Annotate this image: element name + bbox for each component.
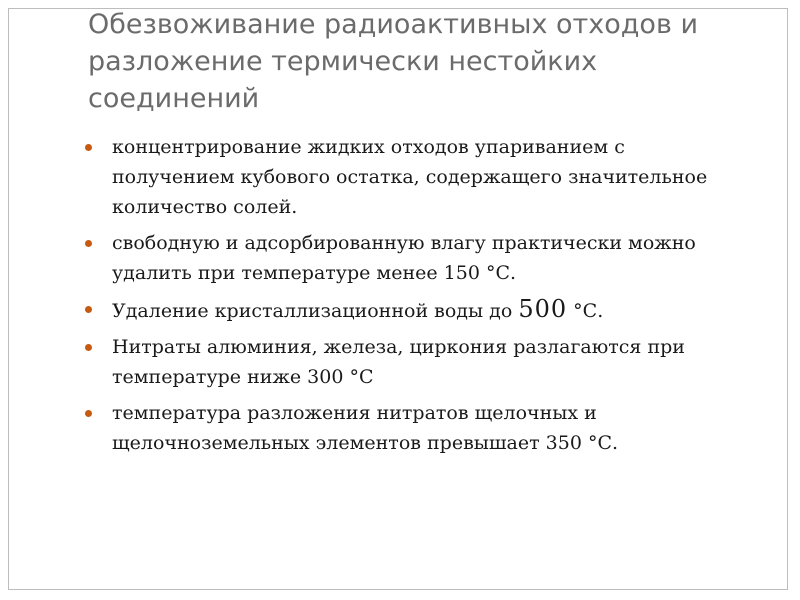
bullet-emphasis-number: 500 [518,295,568,323]
bullet-text: концентрирование жидких отходов упариванием с получением кубового остатка, содержащего значительное количество солей. [112,136,708,218]
bullet-text: температура разложения нитратов щелочных и щелочноземельных элементов превышает 350 °С. [112,402,619,454]
bullet-item [84,132,744,222]
bullet-text-suffix: °С. [567,300,604,322]
slide-title: Обезвоживание радиоактивных отходов и разложение термически нестойких соединений [88,9,698,114]
bullet-text: Нитраты алюминия, железа, циркония разлагаются при температуре ниже 300 °С [112,336,685,388]
bullet-item [84,332,744,392]
bullet-item [84,294,744,326]
bullet-dot-icon [85,240,92,247]
bullet-text: свободную и адсорбированную влагу практически можно удалить при температуре менее 150 °С. [112,232,696,284]
bullet-item [84,228,744,288]
bullet-dot-icon [85,344,92,351]
bullet-dot-icon [85,144,92,151]
bullet-text-prefix: Удаление кристаллизационной воды до [112,300,519,322]
bullet-item [84,398,744,458]
bullet-dot-icon [85,306,92,313]
bullet-dot-icon [85,410,92,417]
bullet-list [84,132,744,464]
